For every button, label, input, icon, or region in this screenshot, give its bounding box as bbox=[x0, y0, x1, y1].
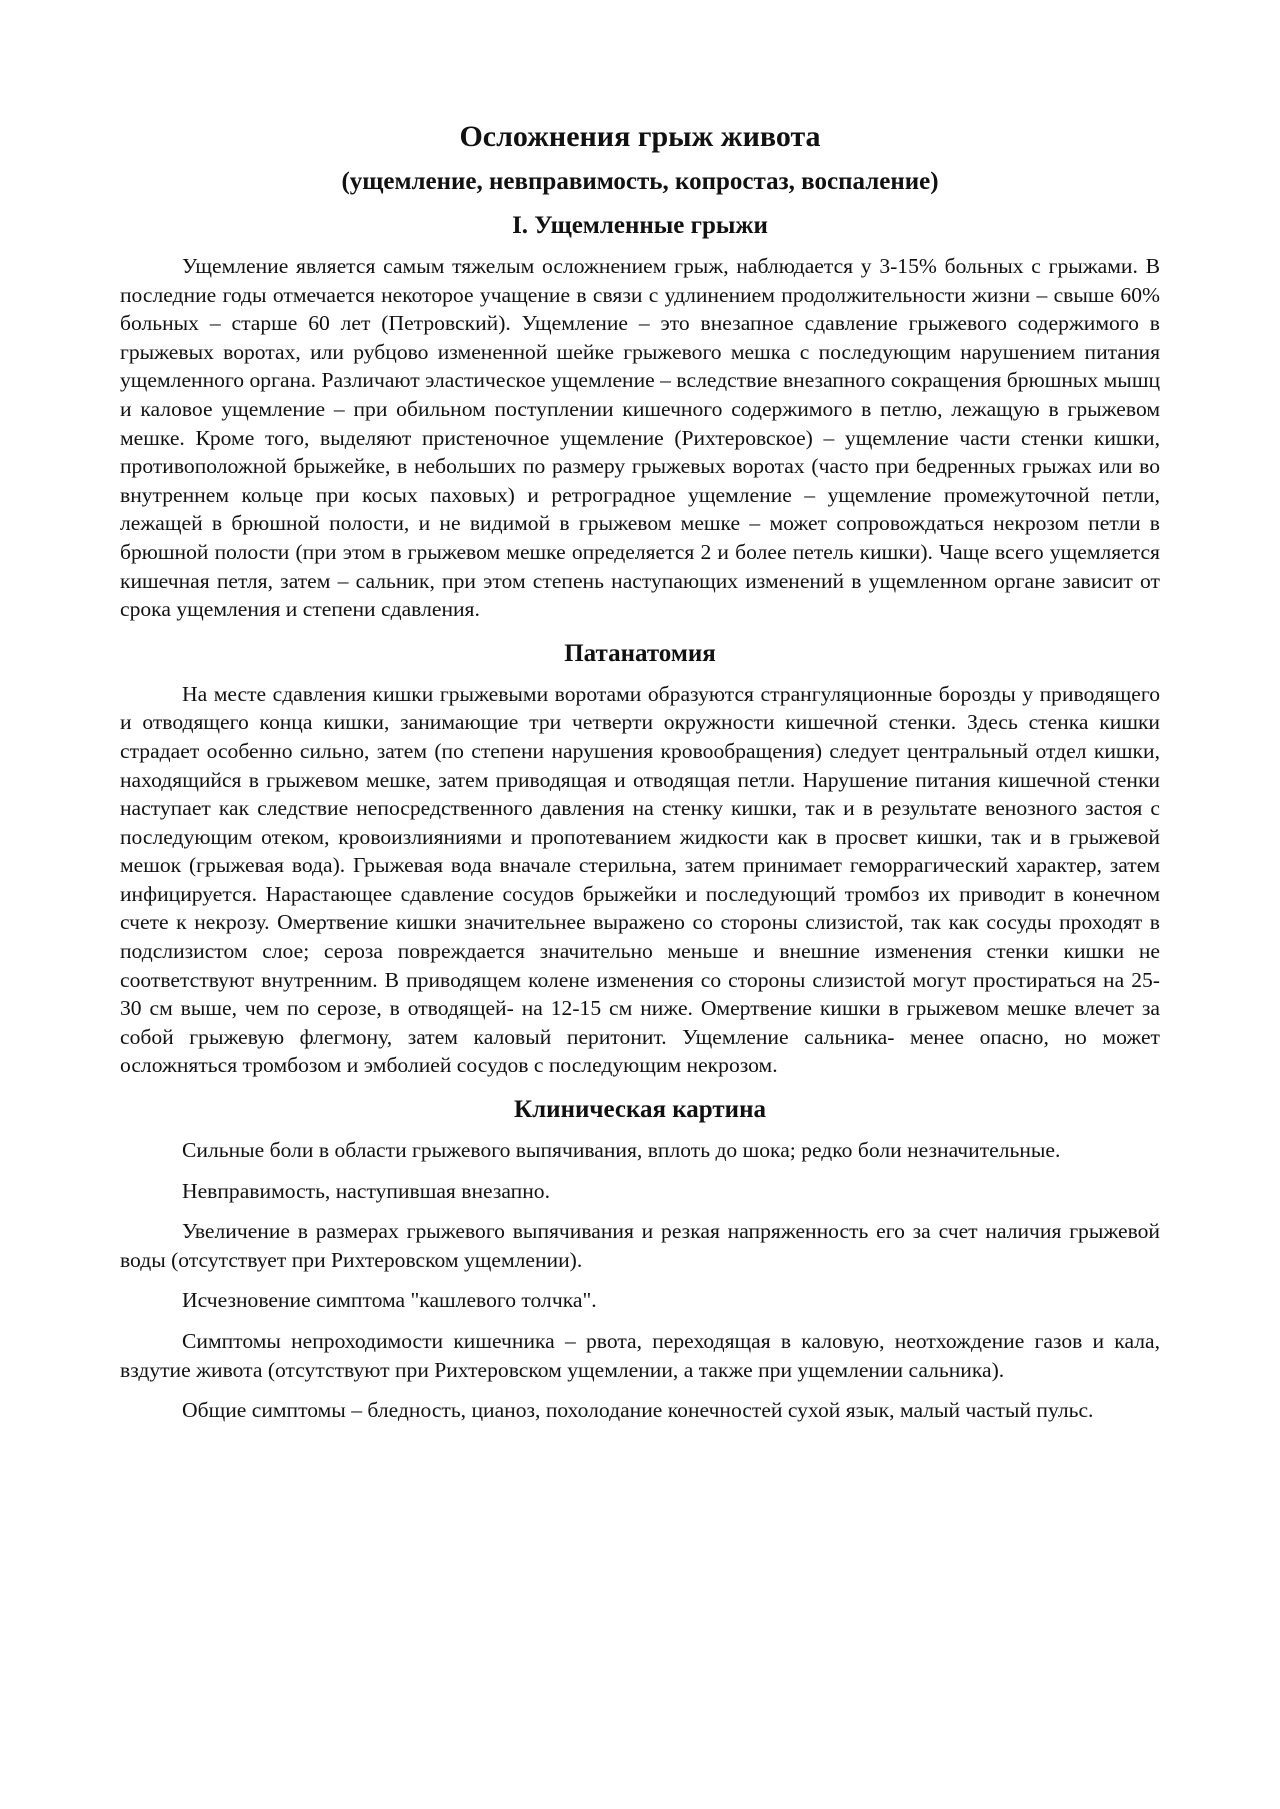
paragraph: Сильные боли в области грыжевого выпячивания, вплоть до шока; редко боли незначительные. bbox=[182, 1138, 1061, 1163]
paragraph: Исчезновение симптома "кашлевого толчка". bbox=[182, 1288, 597, 1313]
document-subtitle: (ущемление, невправимость, копростаз, воспаление) bbox=[341, 168, 939, 195]
section-heading: I. Ущемленные грыжи bbox=[512, 212, 768, 239]
document-page bbox=[120, 118, 1160, 1425]
paragraph: Симптомы непроходимости кишечника – рвота, переходящая в каловую, неотхождение газов и кала, вздутие живота (отсутствуют при Рихтеровском ущемлении, а также при ущемлении сальника). bbox=[120, 1329, 1160, 1382]
section-pathological-anatomy bbox=[120, 638, 1160, 1080]
paragraph: На месте сдавления кишки грыжевыми воротами образуются странгуляционные борозды у приводящего и отводящего конца кишки, занимающие три четверти окружности кишечной стенки. Здесь стенка кишки страдает особенно сильно, затем (по степени нарушения кровообращения) следует центральный отдел кишки, находящийся в грыжевом мешке, затем приводящая и отводящая петли. Нарушение питания кишечной стенки наступает как следствие непосредственного давления на стенку кишки, так и в результате венозного застоя с последующим отеком, кровоизлияниями и пропотеванием жидкости как в просвет кишки, так и в грыжевой мешок (грыжевая вода). Грыжевая вода вначале стерильна, затем принимает геморрагический характер, затем инфицируется. Нарастающее сдавление сосудов брыжейки и последующий тромбоз их приводит в конечном счете к некрозу. Омертвение кишки значительнее выражено со стороны слизистой, так как сосуды проходят в подслизистом слое; сероза повреждается значительно меньше и внешние изменения стенки кишки не соответствуют внутренним. В приводящем колене изменения со стороны слизистой могут простираться на 25-30 см выше, чем по серозе, в отводящей- на 12-15 см ниже. Омертвение кишки в грыжевом мешке влечет за собой грыжевую флегмону, затем каловый перитонит. Ущемление сальника- менее опасно, но может осложняться тромбозом и эмболией сосудов с последующим некрозом. bbox=[120, 681, 1160, 1078]
paragraph: Ущемление является самым тяжелым осложнением грыж, наблюдается у 3-15% больных с грыжами. В последние годы отмечается некоторое учащение в связи с удлинением продолжительности жизни – свыше 60% больных – старше 60 лет (Петровский). Ущемление – это внезапное сдавление грыжевого содержимого в грыжевых воротах, или рубцово измененной шейке грыжевого мешка с последующим нарушением питания ущемленного органа. Различают эластическое ущемление – вследствие внезапного сокращения брюшных мышц и каловое ущемление – при обильном поступлении кишечного содержимого в петлю, лежащую в грыжевом мешке. Кроме того, выделяют пристеночное ущемление (Рихтеровское) – ущемление части стенки кишки, противоположной брыжейке, в небольших по размеру грыжевых воротах (часто при бедренных грыжах или во внутреннем кольце при косых паховых) и ретроградное ущемление – ущемление промежуточной петли, лежащей в брюшной полости, и не видимой в грыжевом мешке – может сопровождаться некрозом петли в брюшной полости (при этом в грыжевом мешке определяется 2 и более петель кишки). Чаще всего ущемляется кишечная петля, затем – сальник, при этом степень наступающих изменений в ущемленном органе зависит от срока ущемления и степени сдавления. bbox=[120, 254, 1160, 622]
section-strangulated-hernias bbox=[120, 210, 1160, 624]
section-clinical-picture bbox=[120, 1094, 1160, 1425]
section-heading: Патанатомия bbox=[564, 639, 716, 667]
paragraph: Невправимость, наступившая внезапно. bbox=[182, 1178, 550, 1203]
paragraph: Увеличение в размерах грыжевого выпячивания и резкая напряженность его за счет наличия грыжевой воды (отсутствует при Рихтеровском ущемлении). bbox=[120, 1219, 1160, 1272]
document-title: Осложнения грыж живота bbox=[459, 120, 821, 153]
paragraph: Общие симптомы – бледность, цианоз, похолодание конечностей сухой язык, малый частый пульс. bbox=[182, 1398, 1094, 1423]
section-heading: Клиническая картина bbox=[514, 1096, 766, 1124]
